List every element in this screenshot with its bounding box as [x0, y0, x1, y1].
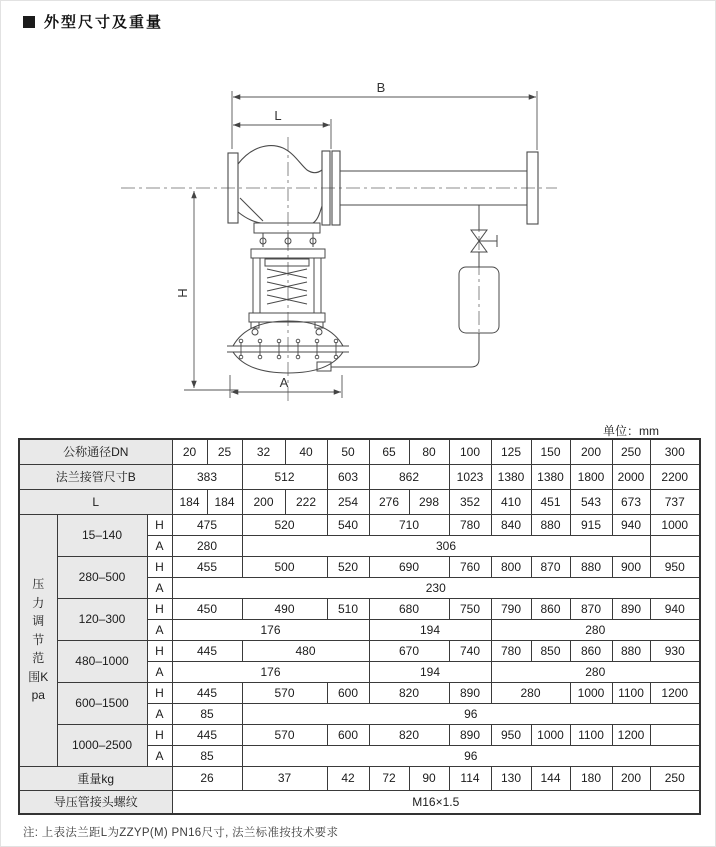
- data-cell: 750: [449, 598, 491, 619]
- header-cell: 480–1000: [57, 640, 147, 682]
- data-cell: 85: [172, 703, 242, 724]
- data-cell: 125: [491, 439, 531, 464]
- data-cell: 37: [242, 766, 327, 790]
- data-cell: 890: [449, 682, 491, 703]
- data-cell: A: [147, 703, 172, 724]
- data-cell: 1380: [531, 464, 570, 489]
- data-cell: 451: [531, 489, 570, 514]
- dim-label-b: B: [376, 80, 386, 95]
- data-cell: 820: [369, 724, 449, 745]
- dim-label-l: L: [274, 108, 282, 123]
- data-cell: 570: [242, 682, 327, 703]
- data-cell: 710: [369, 514, 449, 535]
- data-cell: 520: [242, 514, 327, 535]
- data-cell: 870: [570, 598, 612, 619]
- data-cell: 25: [207, 439, 242, 464]
- table-row: [19, 724, 700, 745]
- data-cell: 445: [172, 682, 242, 703]
- data-cell: 840: [491, 514, 531, 535]
- dimension-labels: [175, 80, 385, 390]
- data-cell: 306: [242, 535, 650, 556]
- data-cell: 940: [612, 514, 650, 535]
- header-cell: 重量kg: [19, 766, 172, 790]
- page-title: 外型尺寸及重量: [44, 14, 164, 31]
- data-cell: 445: [172, 724, 242, 745]
- dimensions-table: [18, 438, 701, 815]
- data-cell: 475: [172, 514, 242, 535]
- data-cell: 737: [650, 489, 700, 514]
- data-cell: 42: [327, 766, 369, 790]
- data-cell: 930: [650, 640, 700, 661]
- data-cell: 860: [570, 640, 612, 661]
- data-cell: 1023: [449, 464, 491, 489]
- data-cell: 490: [242, 598, 327, 619]
- data-cell: 130: [491, 766, 531, 790]
- data-cell: 2000: [612, 464, 650, 489]
- data-cell: 870: [531, 556, 570, 577]
- table-row: [19, 439, 700, 464]
- data-cell: 276: [369, 489, 409, 514]
- data-cell: H: [147, 556, 172, 577]
- data-cell: 880: [570, 556, 612, 577]
- data-cell: 300: [650, 439, 700, 464]
- data-cell: 1800: [570, 464, 612, 489]
- data-cell: [650, 724, 700, 745]
- header-cell: 280–500: [57, 556, 147, 598]
- data-cell: 915: [570, 514, 612, 535]
- data-cell: 890: [612, 598, 650, 619]
- data-cell: 383: [172, 464, 242, 489]
- data-cell: 90: [409, 766, 449, 790]
- data-cell: 194: [369, 661, 491, 682]
- data-cell: 176: [172, 619, 369, 640]
- data-cell: 184: [207, 489, 242, 514]
- centerlines: [121, 137, 557, 403]
- data-cell: 96: [242, 703, 700, 724]
- data-cell: 780: [449, 514, 491, 535]
- data-cell: 1000: [531, 724, 570, 745]
- data-cell: 250: [612, 439, 650, 464]
- data-cell: 600: [327, 724, 369, 745]
- data-cell: 2200: [650, 464, 700, 489]
- data-cell: 280: [491, 682, 570, 703]
- data-cell: 740: [449, 640, 491, 661]
- unit-label: 单位：mm: [603, 424, 659, 438]
- data-cell: 862: [369, 464, 449, 489]
- data-cell: 603: [327, 464, 369, 489]
- data-cell: H: [147, 598, 172, 619]
- data-cell: A: [147, 661, 172, 682]
- data-cell: 65: [369, 439, 409, 464]
- data-cell: 543: [570, 489, 612, 514]
- data-cell: 254: [327, 489, 369, 514]
- data-cell: 280: [172, 535, 242, 556]
- data-cell: 26: [172, 766, 242, 790]
- data-cell: 184: [172, 489, 207, 514]
- table-row: [19, 556, 700, 577]
- data-cell: 790: [491, 598, 531, 619]
- data-cell: 200: [570, 439, 612, 464]
- data-cell: 520: [327, 556, 369, 577]
- data-cell: 820: [369, 682, 449, 703]
- data-cell: 570: [242, 724, 327, 745]
- data-cell: 800: [491, 556, 531, 577]
- data-cell: 32: [242, 439, 285, 464]
- data-cell: 1000: [650, 514, 700, 535]
- data-cell: A: [147, 535, 172, 556]
- data-cell: 480: [242, 640, 369, 661]
- table-row: [19, 766, 700, 790]
- data-cell: 298: [409, 489, 449, 514]
- data-cell: 880: [612, 640, 650, 661]
- header-cell: L: [19, 489, 172, 514]
- data-cell: 500: [242, 556, 327, 577]
- data-cell: 760: [449, 556, 491, 577]
- data-cell: 900: [612, 556, 650, 577]
- data-cell: 540: [327, 514, 369, 535]
- data-cell: H: [147, 682, 172, 703]
- data-cell: 890: [449, 724, 491, 745]
- data-cell: 410: [491, 489, 531, 514]
- data-cell: 780: [491, 640, 531, 661]
- table-row: [19, 464, 700, 489]
- data-cell: 673: [612, 489, 650, 514]
- data-cell: M16×1.5: [172, 790, 700, 814]
- table-row: [19, 489, 700, 514]
- data-cell: 100: [449, 439, 491, 464]
- header-cell: 公称通径DN: [19, 439, 172, 464]
- header-cell: 导压管接头螺纹: [19, 790, 172, 814]
- data-cell: 72: [369, 766, 409, 790]
- data-cell: 600: [327, 682, 369, 703]
- data-cell: 194: [369, 619, 491, 640]
- data-cell: 222: [285, 489, 327, 514]
- data-cell: 510: [327, 598, 369, 619]
- data-cell: 455: [172, 556, 242, 577]
- data-cell: 680: [369, 598, 449, 619]
- table-row: [19, 598, 700, 619]
- data-cell: H: [147, 514, 172, 535]
- data-cell: 40: [285, 439, 327, 464]
- data-cell: 114: [449, 766, 491, 790]
- data-cell: H: [147, 640, 172, 661]
- data-cell: 880: [531, 514, 570, 535]
- table-row: [19, 514, 700, 535]
- valve-body-outline: [228, 146, 538, 225]
- data-cell: H: [147, 724, 172, 745]
- data-cell: 200: [612, 766, 650, 790]
- table-row: [19, 682, 700, 703]
- actuator-outline: [249, 223, 325, 335]
- data-cell: 690: [369, 556, 449, 577]
- data-cell: 352: [449, 489, 491, 514]
- data-cell: 150: [531, 439, 570, 464]
- data-cell: 96: [242, 745, 700, 766]
- data-cell: 1000: [570, 682, 612, 703]
- data-cell: 250: [650, 766, 700, 790]
- data-cell: 1100: [570, 724, 612, 745]
- data-cell: 512: [242, 464, 327, 489]
- data-cell: 80: [409, 439, 449, 464]
- data-cell: 950: [491, 724, 531, 745]
- data-cell: 176: [172, 661, 369, 682]
- data-cell: 860: [531, 598, 570, 619]
- data-cell: 1380: [491, 464, 531, 489]
- data-cell: 144: [531, 766, 570, 790]
- valve-technical-drawing: [1, 1, 716, 431]
- data-cell: 50: [327, 439, 369, 464]
- data-cell: 940: [650, 598, 700, 619]
- header-cell: 600–1500: [57, 682, 147, 724]
- data-cell: 230: [172, 577, 700, 598]
- data-cell: 1200: [650, 682, 700, 703]
- header-cell: 120–300: [57, 598, 147, 640]
- data-cell: 180: [570, 766, 612, 790]
- header-cell: 1000–2500: [57, 724, 147, 766]
- dim-label-h: H: [175, 288, 190, 298]
- data-cell: 1200: [612, 724, 650, 745]
- footnote-text: 注: 上表法兰距L为ZZYP(M) PN16尺寸, 法兰标准按技术要求: [23, 827, 339, 839]
- data-cell: 450: [172, 598, 242, 619]
- dim-label-a: A: [279, 375, 289, 390]
- data-cell: A: [147, 619, 172, 640]
- data-cell: 20: [172, 439, 207, 464]
- header-cell: 15–140: [57, 514, 147, 556]
- table-row: [19, 640, 700, 661]
- header-cell: 法兰接管尺寸B: [19, 464, 172, 489]
- data-cell: 85: [172, 745, 242, 766]
- header-cell: 压力调节范围Kpa: [19, 514, 57, 766]
- data-cell: A: [147, 745, 172, 766]
- data-cell: 445: [172, 640, 242, 661]
- dimensions-table-body: [19, 439, 700, 814]
- data-cell: 280: [491, 661, 700, 682]
- data-cell: [650, 535, 700, 556]
- data-cell: 850: [531, 640, 570, 661]
- data-cell: 670: [369, 640, 449, 661]
- data-cell: 280: [491, 619, 700, 640]
- data-cell: 1100: [612, 682, 650, 703]
- table-row: [19, 790, 700, 814]
- data-cell: 200: [242, 489, 285, 514]
- data-cell: A: [147, 577, 172, 598]
- data-cell: 950: [650, 556, 700, 577]
